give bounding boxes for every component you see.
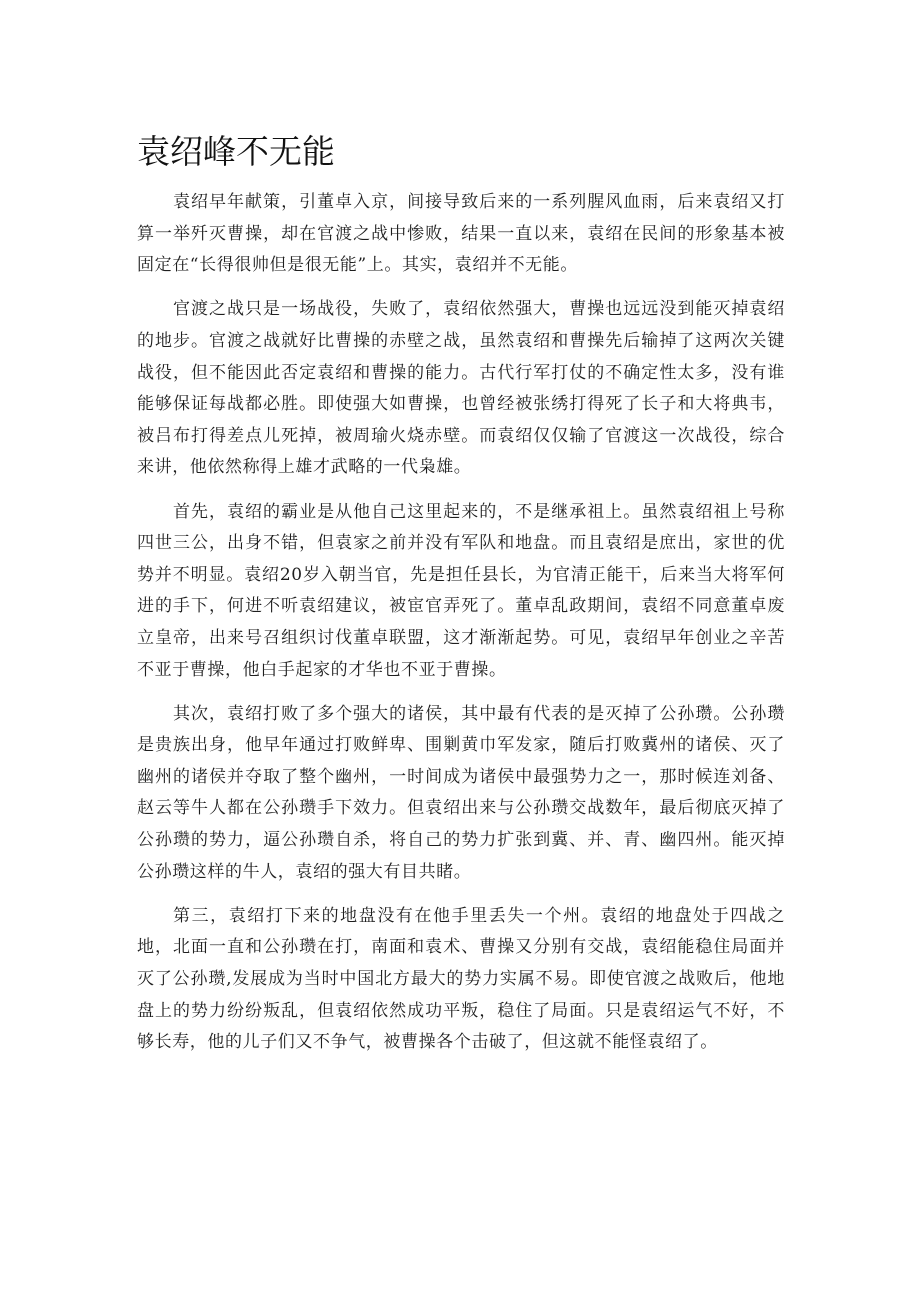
paragraph: 第三，袁绍打下来的地盘没有在他手里丢失一个州。袁绍的地盘处于四战之地，北面一直和公孙瓒在打，南面和袁术、曹操又分别有交战，袁绍能稳住局面并灭了公孙瓒,发展成为当时中国北方最大的势力实属不易。即使官渡之战败后，他地盘上的势力纷纷叛乱，但袁绍依然成功平叛，稳住了局面。只是袁绍运气不好，不够长寿，他的儿子们又不争气，被曹操各个击破了，但这就不能怪袁绍了。 — [137, 905, 785, 1053]
paragraph: 官渡之战只是一场战役，失败了，袁绍依然强大，曹操也远远没到能灭掉袁绍的地步。官渡之战就好比曹操的赤壁之战，虽然袁绍和曹操先后输掉了这两次关键战役，但不能因此否定袁绍和曹操的能力。古代行军打仗的不确定性太多，没有谁能够保证每战都必胜。即使强大如曹操，也曾经被张绣打得死了长子和大将典韦，被吕布打得差点儿死掉，被周瑜火烧赤壁。而袁绍仅仅输了官渡这一次战役，综合来讲，他依然称得上雄才武略的一代枭雄。 — [137, 299, 785, 478]
article-body — [137, 187, 785, 1071]
paragraph: 首先，袁绍的霸业是从他自己这里起来的，不是继承祖上。虽然袁绍祖上号称四世三公，出身不错，但袁家之前并没有军队和地盘。而且袁绍是庶出，家世的优势并不明显。袁绍20岁入朝当官，先是担任县长，为官清正能干，后来当大将军何进的手下，何进不听袁绍建议，被宦官弄死了。董卓乱政期间，袁绍不同意董卓废立皇帝，出来号召组织讨伐董卓联盟，这才渐渐起势。可见，袁绍早年创业之辛苦不亚于曹操，他白手起家的才华也不亚于曹操。 — [137, 501, 785, 680]
paragraph: 其次，袁绍打败了多个强大的诸侯，其中最有代表的是灭掉了公孙瓒。公孙瓒是贵族出身，他早年通过打败鲜卑、围剿黄巾军发家，随后打败冀州的诸侯、灭了幽州的诸侯并夺取了整个幽州，一时间成为诸侯中最强势力之一，那时候连刘备、赵云等牛人都在公孙瓒手下效力。但袁绍出来与公孙瓒交战数年，最后彻底灭掉了公孙瓒的势力，逼公孙瓒自杀，将自己的势力扩张到冀、并、青、幽四州。能灭掉公孙瓒这样的牛人，袁绍的强大有目共睹。 — [137, 703, 785, 882]
page-title: 袁绍峰不无能 — [137, 132, 335, 171]
paragraph: 袁绍早年献策，引董卓入京，间接导致后来的一系列腥风血雨，后来袁绍又打算一举歼灭曹操，却在官渡之战中惨败，结果一直以来，袁绍在民间的形象基本被固定在“长得很帅但是很无能”上。其实，袁绍并不无能。 — [137, 192, 785, 276]
